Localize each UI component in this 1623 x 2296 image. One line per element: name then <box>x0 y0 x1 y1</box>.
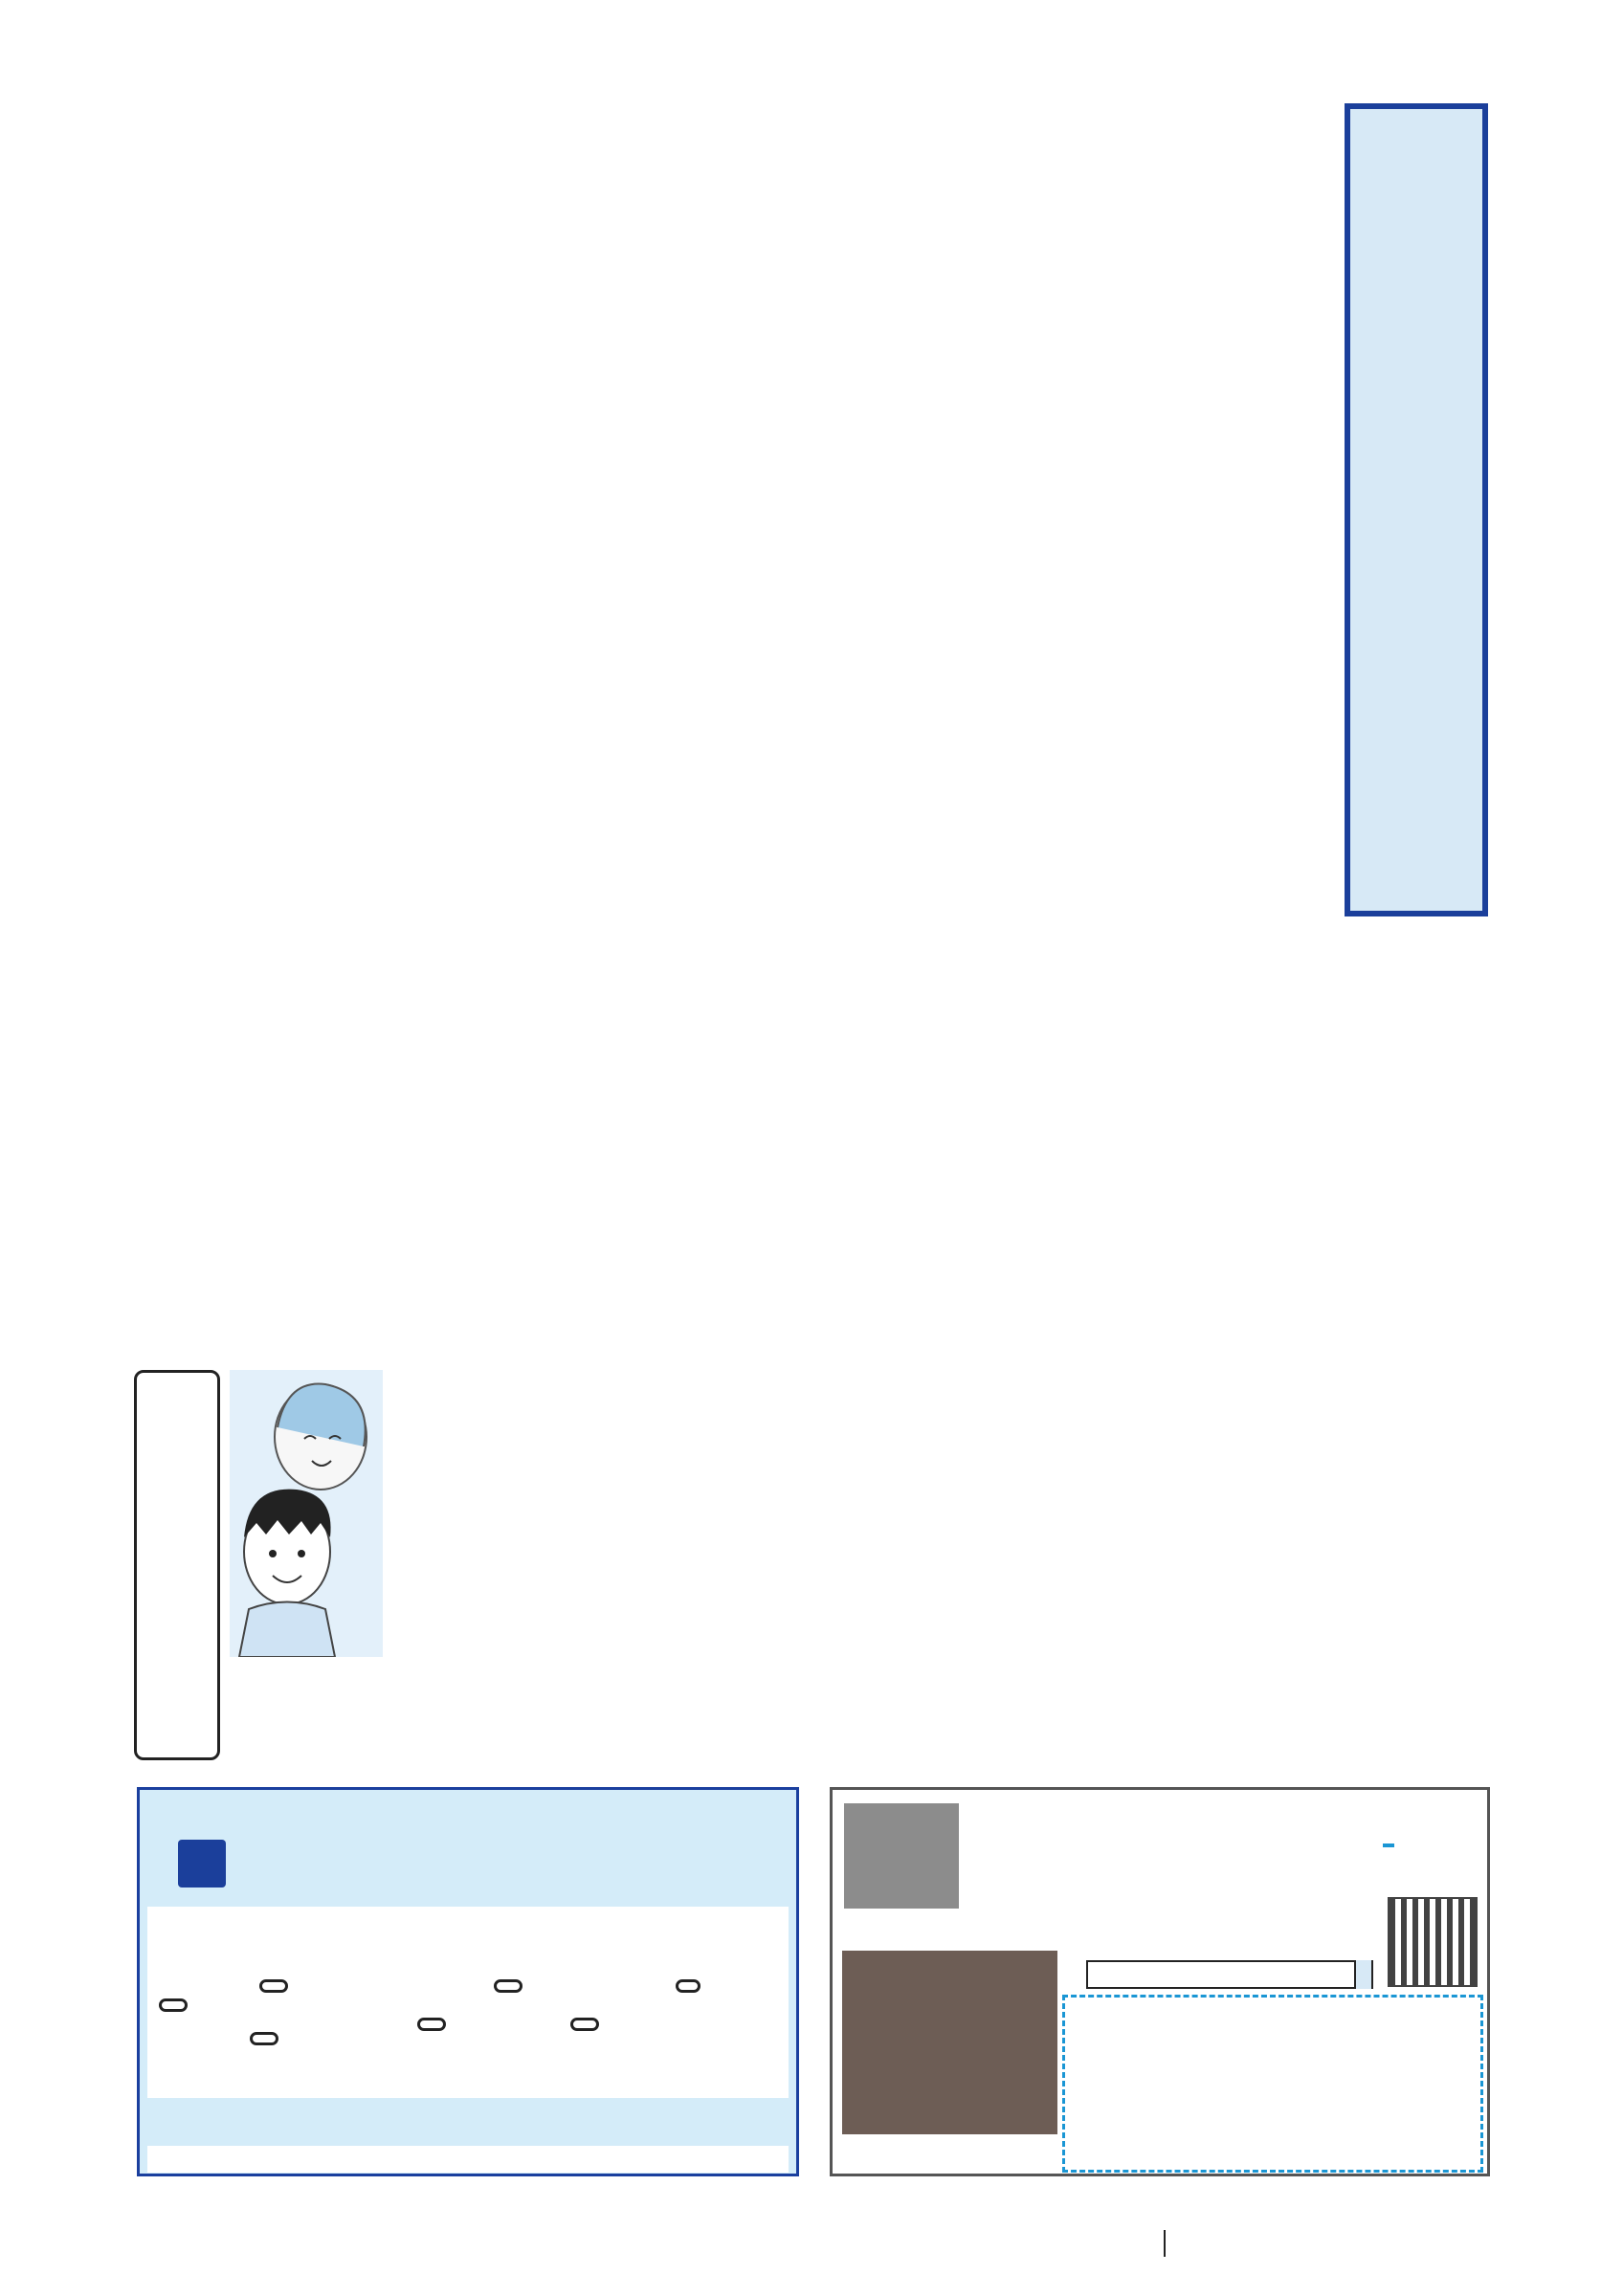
bubble-new-build <box>570 2018 599 2031</box>
photo-frame <box>842 1951 1057 2134</box>
ad-mutsumi-kobo <box>830 1787 1490 2176</box>
bubble-rent <box>159 1998 188 2012</box>
contact-box <box>134 1370 220 1760</box>
intro <box>1172 115 1335 918</box>
title-box <box>1345 103 1488 916</box>
sanyo-logo-icon <box>178 1840 226 1888</box>
bubble-reform <box>676 1979 700 1993</box>
search-button[interactable] <box>1354 1960 1371 1989</box>
mutsumi-slogan-box <box>844 1803 959 1909</box>
ad-sanyo-jutaku <box>137 1787 799 2176</box>
section-kasaoka-chuo <box>144 115 1167 918</box>
bubble-broker <box>250 2032 278 2045</box>
section-middle <box>144 942 1488 1344</box>
search-box[interactable] <box>1086 1960 1373 1989</box>
qr-code-icon[interactable] <box>1388 1897 1478 1987</box>
section-bottom <box>392 1370 1488 1762</box>
event-box <box>1062 1995 1483 2173</box>
bubble-leak <box>494 1979 522 1993</box>
bubble-sale <box>259 1979 288 1993</box>
footer <box>1148 2221 1550 2260</box>
bubble-clog <box>417 2018 446 2031</box>
facebook-badge[interactable] <box>1383 1843 1394 1847</box>
family-illustration <box>230 1370 383 1657</box>
